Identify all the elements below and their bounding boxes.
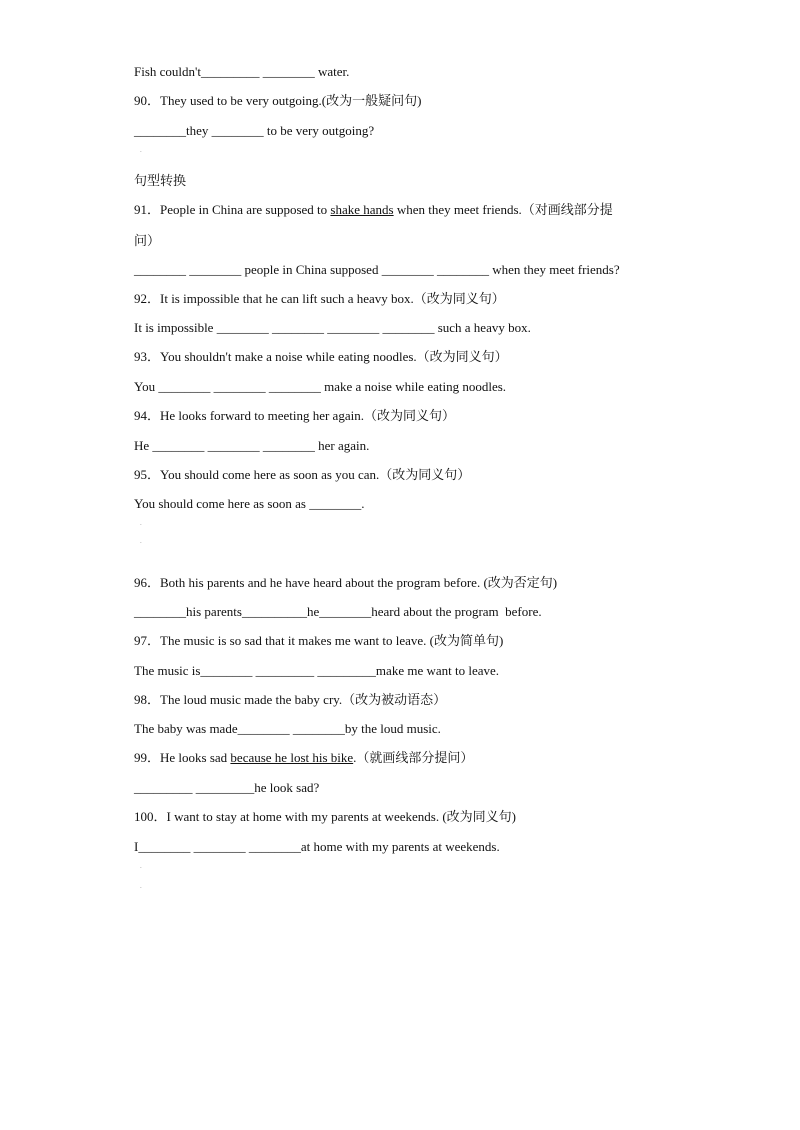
question-99-underlined: because he lost his bike — [230, 750, 354, 765]
question-90: 90．They used to be very outgoing.(改为一般疑问句) — [134, 93, 422, 108]
paragraph-mark: . — [140, 862, 142, 870]
question-92: 92．It is impossible that he can lift such a heavy box.（改为同义句） — [134, 291, 505, 306]
question-99-text: 99．He looks sad — [134, 750, 231, 765]
answer-line-97: The music is________ _________ _________make me want to leave. — [134, 663, 500, 678]
paragraph-mark: . — [140, 146, 142, 154]
section-title: 句型转换 — [134, 173, 187, 188]
question-99-text-end: .（就画线部分提问） — [353, 750, 474, 765]
question-99 — [134, 750, 473, 766]
question-96: 96．Both his parents and he have heard about the program before. (改为否定句) — [134, 575, 558, 590]
answer-line-90: ________they ________ to be very outgoing? — [134, 123, 375, 138]
question-91-text-end: when they meet friends.（对画线部分提 — [393, 202, 613, 217]
question-91 — [134, 202, 613, 218]
answer-line-96: ________his parents__________he________heard about the program before. — [134, 604, 542, 619]
question-91-underlined: shake hands — [330, 202, 394, 217]
answer-line-98: The baby was made________ ________by the loud music. — [134, 721, 441, 736]
paragraph-mark: . — [140, 519, 142, 527]
answer-line-91: ________ ________ people in China supposed ________ ________ when they meet friends? — [134, 262, 620, 277]
question-98: 98．The loud music made the baby cry.（改为被动语态） — [134, 692, 447, 707]
answer-line-93: You ________ ________ ________ make a noise while eating noodles. — [134, 379, 507, 394]
answer-line-94: He ________ ________ ________ her again. — [134, 438, 370, 453]
answer-line-95: You should come here as soon as ________. — [134, 496, 365, 511]
answer-line-100: I________ ________ ________at home with my parents at weekends. — [134, 839, 500, 854]
question-95: 95．You should come here as soon as you can.（改为同义句） — [134, 467, 471, 482]
answer-line-99: _________ _________he look sad? — [134, 780, 320, 795]
question-91-continued: 问） — [134, 233, 161, 248]
paragraph-mark: . — [140, 537, 142, 545]
question-97: 97．The music is so sad that it makes me want to leave. (改为简单句) — [134, 633, 504, 648]
question-94: 94．He looks forward to meeting her again.（改为同义句） — [134, 408, 455, 423]
answer-line-92: It is impossible ________ ________ ________ ________ such a heavy box. — [134, 320, 531, 335]
question-93: 93．You shouldn't make a noise while eating noodles.（改为同义句） — [134, 349, 508, 364]
answer-line-89: Fish couldn't_________ ________ water. — [134, 64, 350, 79]
question-91-text: 91．People in China are supposed to — [134, 202, 331, 217]
paragraph-mark: . — [140, 882, 142, 890]
question-100: 100．I want to stay at home with my parents at weekends. (改为同义句) — [134, 809, 516, 824]
